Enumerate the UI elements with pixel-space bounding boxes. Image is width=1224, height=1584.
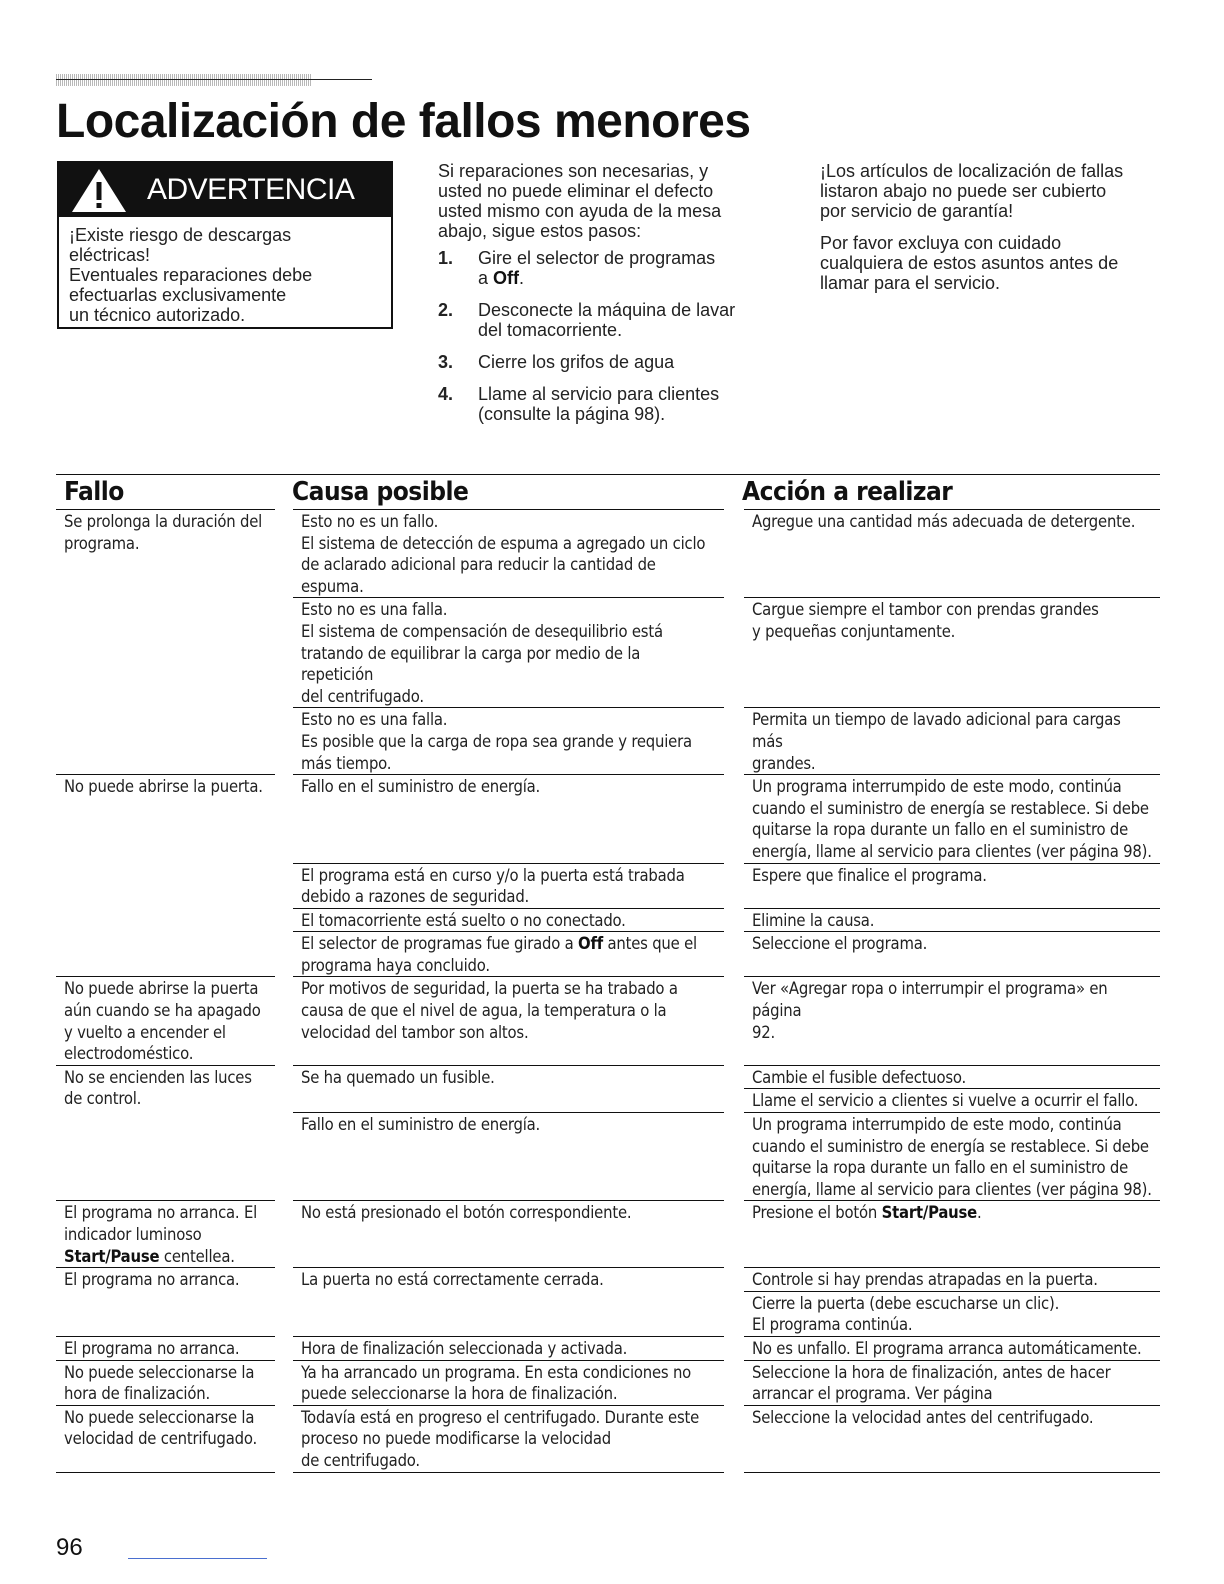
accion-cell: Controle si hay prendas atrapadas en la puerta.	[734, 1268, 1160, 1292]
accion-cell: Cargue siempre el tambor con prendas grandes y pequeñas conjuntamente.	[734, 598, 1160, 708]
accion-cell: No es unfallo. El programa arranca automáticamente.	[734, 1336, 1160, 1360]
header-fallo: Fallo	[56, 475, 284, 510]
repair-step	[438, 300, 768, 340]
causa-cell: Fallo en el suministro de energía.	[284, 775, 734, 863]
step-number: 3.	[438, 352, 454, 372]
fallo-text: El programa no arranca. El indicador luminoso	[64, 1203, 258, 1244]
repair-step	[438, 352, 768, 372]
repair-intro: Si reparaciones son necesarias, y usted no puede eliminar el defecto usted mismo con ayuda de la mesa abajo, sigue estos pasos:	[438, 161, 722, 241]
step-text-end: .	[519, 268, 525, 288]
accion-cell: Elimine la causa.	[734, 908, 1160, 932]
accion-cell: Ver «Agregar ropa o interrumpir el programa» en página 92.	[734, 977, 1160, 1065]
accion-cell: Un programa interrumpido de este modo, continúa cuando el suministro de energía se restablece. Si debe quitarse la ropa durante un fallo en el suministro de energía, llame al servicio para clientes (ver página 98).	[734, 775, 1160, 863]
causa-cell: Esto no es un fallo. El sistema de detección de espuma a agregado un ciclo de aclarado adicional para reducir la cantidad de espuma.	[284, 510, 734, 598]
causa-cell: El tomacorriente está suelto o no conectado.	[284, 908, 734, 932]
table-row	[56, 1065, 1160, 1089]
header-stripes	[56, 74, 312, 86]
repair-steps	[438, 248, 768, 424]
causa-text-end: antes que el programa haya concluido.	[301, 934, 697, 975]
warning-text: ¡Existe riesgo de descargas eléctricas! Eventuales reparaciones debe efectuarlas exclusivamente un técnico autorizado.	[69, 225, 313, 325]
fallo-cell: No puede abrirse la puerta aún cuando se ha apagado y vuelto a encender el electrodoméstico.	[56, 977, 284, 1065]
table-row	[56, 1360, 1160, 1405]
warranty-note-column	[820, 161, 1150, 293]
causa-cell: Ya ha arrancado un programa. En esta condiciones no puede seleccionarse la hora de finalización.	[284, 1360, 734, 1405]
causa-cell: Fallo en el suministro de energía.	[284, 1113, 734, 1201]
repair-step	[438, 248, 768, 288]
warning-triangle-icon	[69, 165, 129, 215]
page-title: Localización de fallos menores	[56, 95, 751, 148]
causa-cell: La puerta no está correctamente cerrada.	[284, 1268, 734, 1337]
repair-step	[438, 384, 768, 424]
table-header-row	[56, 475, 1160, 510]
accion-cell: Espere que finalice el programa.	[734, 863, 1160, 908]
step-keyword: Off	[493, 268, 520, 288]
step-text: Desconecte la máquina de lavar del tomacorriente.	[478, 300, 736, 340]
fallo-cell: No se encienden las luces de control.	[56, 1065, 284, 1201]
table-row	[56, 1268, 1160, 1292]
accion-cell: Un programa interrumpido de este modo, continúa cuando el suministro de energía se restablece. Si debe quitarse la ropa durante un fallo en el suministro de energía, llame al servicio para clientes (ver página 98).	[734, 1113, 1160, 1201]
causa-cell: Se ha quemado un fusible.	[284, 1065, 734, 1112]
causa-cell: Hora de finalización seleccionada y activada.	[284, 1336, 734, 1360]
step-text: Cierre los grifos de agua	[478, 352, 675, 372]
step-text: Llame al servicio para clientes (consulte la página 98).	[478, 384, 720, 424]
header-rule	[56, 79, 372, 80]
step-text	[478, 248, 715, 288]
fallo-cell: No puede seleccionarse la hora de finalización.	[56, 1360, 284, 1405]
causa-keyword: Off	[578, 934, 603, 954]
causa-cell: Esto no es una falla. El sistema de compensación de desequilibrio está tratando de equilibrar la carga por medio de la repetición del centrifugado.	[284, 598, 734, 708]
accion-cell: Permita un tiempo de lavado adicional para cargas más grandes.	[734, 708, 1160, 775]
warning-box	[57, 161, 393, 329]
header-decoration	[56, 74, 372, 88]
footer-link-line	[128, 1558, 267, 1559]
accion-cell: Seleccione la velocidad antes del centrifugado.	[734, 1405, 1160, 1472]
step-number: 2.	[438, 300, 454, 320]
warning-title: ADVERTENCIA	[147, 173, 355, 206]
step-number: 4.	[438, 384, 454, 404]
fallo-cell: El programa no arranca.	[56, 1268, 284, 1337]
repair-steps-column	[438, 161, 768, 436]
fallo-text-end: centellea.	[159, 1246, 235, 1266]
table-row	[56, 1405, 1160, 1472]
table-row	[56, 977, 1160, 1065]
causa-cell: Por motivos de seguridad, la puerta se ha trabado a causa de que el nivel de agua, la temperatura o la velocidad del tambor son altos.	[284, 977, 734, 1065]
step-number: 1.	[438, 248, 454, 268]
table-row	[56, 1336, 1160, 1360]
table-row	[56, 510, 1160, 598]
accion-cell: Seleccione el programa.	[734, 932, 1160, 977]
fallo-cell: El programa no arranca.	[56, 1336, 284, 1360]
header-accion: Acción a realizar	[734, 475, 1160, 510]
warning-header	[59, 163, 391, 217]
accion-cell: Seleccione la hora de finalización, antes de hacer arrancar el programa. Ver página	[734, 1360, 1160, 1405]
table-row	[56, 1201, 1160, 1268]
fallo-cell: Se prolonga la duración del programa.	[56, 510, 284, 775]
fallo-cell: No puede abrirse la puerta.	[56, 775, 284, 977]
page-number: 96	[56, 1534, 83, 1561]
accion-cell	[734, 1201, 1160, 1268]
causa-cell: No está presionado el botón correspondiente.	[284, 1201, 734, 1268]
warranty-note: ¡Los artículos de localización de fallas listaron abajo no puede ser cubierto por servicio de garantía!	[820, 161, 1124, 221]
fallo-keyword: Start/Pause	[64, 1246, 160, 1266]
accion-cell: Cambie el fusible defectuoso.	[734, 1065, 1160, 1089]
troubleshooting-table	[56, 474, 1160, 1473]
accion-cell: Cierre la puerta (debe escucharse un clic). El programa continúa.	[734, 1291, 1160, 1336]
causa-cell: Esto no es una falla. Es posible que la carga de ropa sea grande y requiera más tiempo.	[284, 708, 734, 775]
accion-cell: Agregue una cantidad más adecuada de detergente.	[734, 510, 1160, 598]
accion-keyword: Start/Pause	[881, 1203, 978, 1223]
accion-cell: Llame el servicio a clientes si vuelve a ocurrir el fallo.	[734, 1089, 1160, 1113]
accion-text: Presione el botón	[752, 1203, 882, 1223]
table-row	[56, 775, 1160, 863]
accion-text-end: .	[977, 1203, 982, 1223]
causa-cell: El programa está en curso y/o la puerta está trabada debido a razones de seguridad.	[284, 863, 734, 908]
header-causa: Causa posible	[284, 475, 734, 510]
causa-text: El selector de programas fue girado a	[301, 934, 579, 954]
fallo-cell	[56, 1201, 284, 1268]
step-text-part: Gire el selector de programas a	[478, 248, 716, 288]
causa-cell	[284, 932, 734, 977]
exclusion-note: Por favor excluya con cuidado cualquiera de estos asuntos antes de llamar para el servicio.	[820, 233, 1119, 293]
causa-cell: Todavía está en progreso el centrifugado. Durante este proceso no puede modificarse la velocidad de centrifugado.	[284, 1405, 734, 1472]
fallo-cell: No puede seleccionarse la velocidad de centrifugado.	[56, 1405, 284, 1472]
